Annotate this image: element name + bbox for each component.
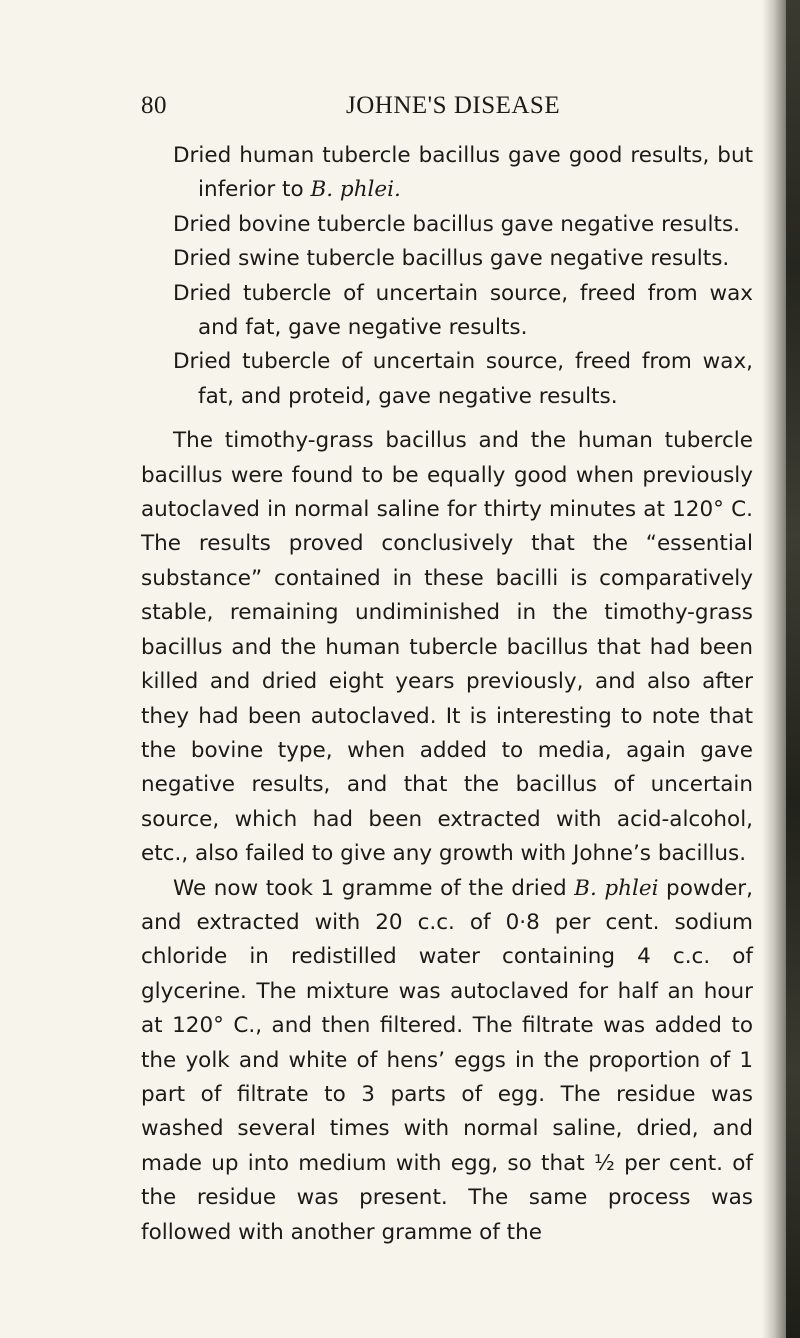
page-edge-binding bbox=[786, 0, 800, 1338]
page-header bbox=[141, 92, 751, 122]
paragraph-italic: B. phlei bbox=[574, 875, 659, 901]
result-text: Dried swine tubercle bacillus gave negative results. bbox=[173, 246, 730, 272]
result-line bbox=[141, 139, 753, 208]
paragraph-text: The timothy-grass bacillus and the human tubercle bacillus were found to be equally good when previously autoclaved in normal saline for thirty minutes at 120° C. The results proved conclusively that the “essential substance” contained in these bacilli is comparatively stable, remaining undiminished in the timothy-grass bacillus and the human tubercle bacillus that had been killed and dried eight years previously, and also after they had been autoclaved. It is interesting to note that the bovine type, when added to media, again gave negative results, and that the bacillus of uncertain source, which had been extracted with acid-alcohol, etc., also failed to give any growth with Johne’s bacillus. bbox=[141, 428, 753, 867]
body-text bbox=[141, 139, 753, 1250]
result-italic: B. phlei. bbox=[310, 177, 401, 203]
result-text: Dried tubercle of uncertain source, freed from wax, fat, and proteid, gave negative results. bbox=[173, 349, 753, 409]
result-line bbox=[141, 208, 753, 242]
paragraph bbox=[141, 872, 753, 1250]
paragraph bbox=[141, 424, 753, 871]
running-head-title: JOHNE'S DISEASE bbox=[346, 92, 561, 119]
page-number: 80 bbox=[141, 92, 167, 119]
result-line bbox=[141, 277, 753, 346]
result-line bbox=[141, 242, 753, 276]
paragraph-text: We now took 1 gramme of the dried bbox=[173, 875, 575, 901]
result-text: Dried tubercle of uncertain source, freed from wax and fat, gave negative results. bbox=[173, 280, 753, 341]
result-line bbox=[141, 345, 753, 414]
result-text: Dried human tubercle bacillus gave good results, but inferior to bbox=[173, 143, 753, 203]
paragraph-text-continued: powder, and extracted with 20 c.c. of 0·8 per cent. sodium chloride in redistilled water containing 4 c.c. of glycerine. The mixture was autoclaved for half an hour at 120° C., and then filtered. The filtrate was added to the yolk and white of hens’ eggs in the proportion of 1 part of filtrate to 3 parts of egg. The residue was washed several times with normal saline, dried, and made up into medium with egg, so that ½ per cent. of the residue was present. The same process was followed with another gramme of the bbox=[141, 875, 753, 1245]
result-text: Dried bovine tubercle bacillus gave negative results. bbox=[173, 211, 740, 237]
